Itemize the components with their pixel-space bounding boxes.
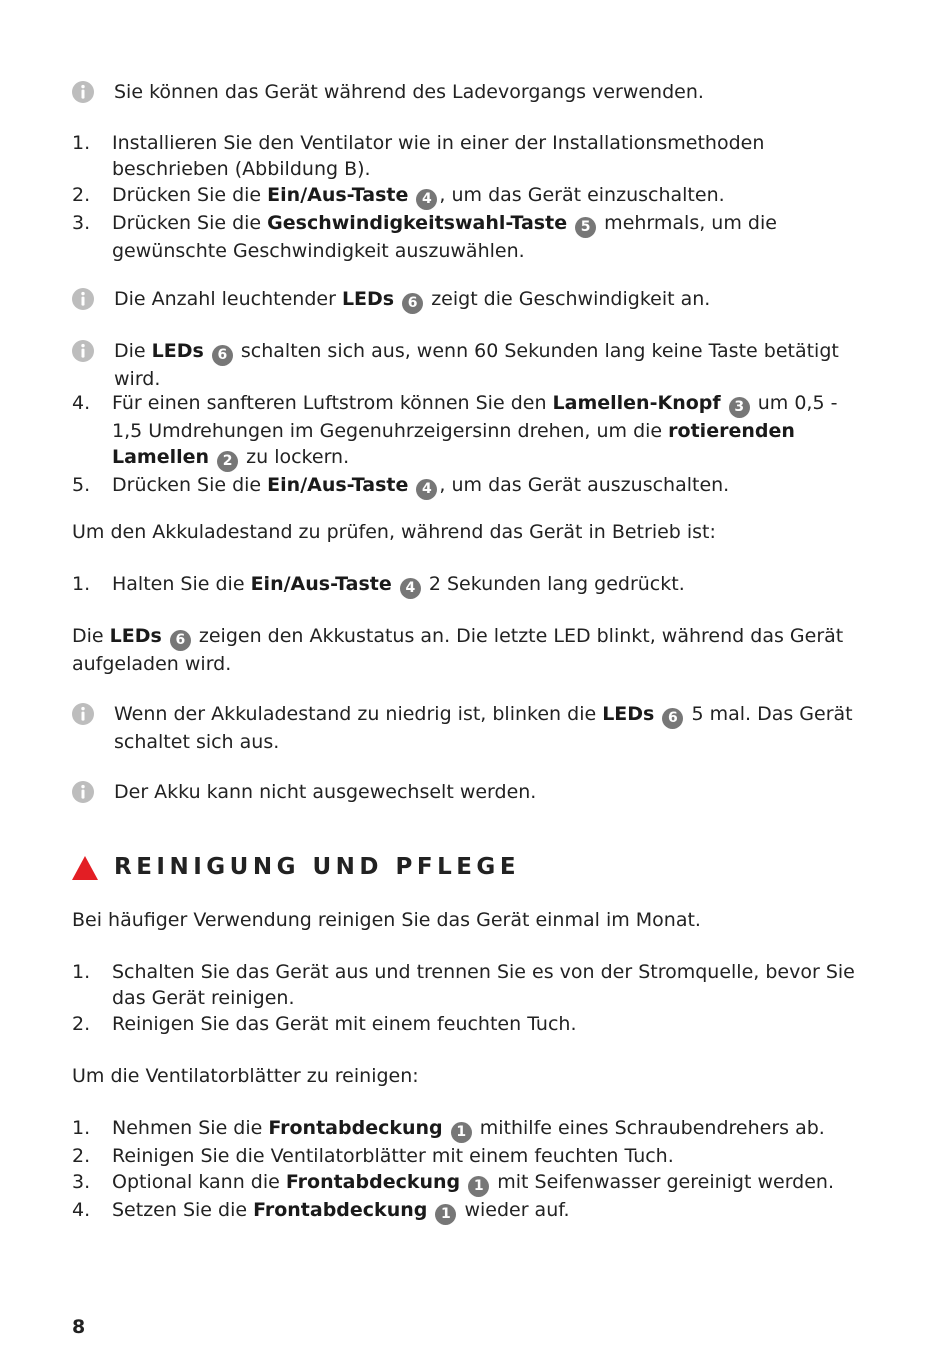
leds-label: LEDs <box>151 340 204 362</box>
step-number: 3. <box>72 212 91 234</box>
leds-label: LEDs <box>341 288 395 310</box>
callout-badge: 6 <box>402 293 423 314</box>
front-cover-label: Frontabdeckung <box>285 1171 461 1193</box>
info-icon <box>72 703 94 725</box>
callout-badge: 5 <box>575 217 596 238</box>
list-item <box>72 210 872 264</box>
list-item <box>72 390 872 472</box>
step-number: 1. <box>72 961 91 983</box>
text-run: schalten sich aus, wenn 60 Sekunden lang keine Taste betätigt wird. <box>114 340 839 390</box>
clean-intro: Bei häufiger Verwendung reinigen Sie das Gerät einmal im Monat. <box>72 909 701 931</box>
power-button-label: Ein/Aus-Taste <box>267 474 409 496</box>
note-text: Sie können das Gerät während des Ladevorgangs verwenden. <box>114 81 704 103</box>
list-item <box>72 130 872 182</box>
step-text: Setzen Sie die <box>112 1199 254 1221</box>
front-cover-label: Frontabdeckung <box>268 1117 443 1139</box>
callout-badge: 6 <box>170 630 191 651</box>
step-number: 1. <box>72 573 91 595</box>
callout-badge: 4 <box>400 578 421 599</box>
rotating-louvers-label: rotierenden Lamellen <box>112 420 795 468</box>
note-text <box>114 701 874 755</box>
steps-list-1 <box>72 130 872 264</box>
list-item <box>72 1143 872 1169</box>
step-text: Reinigen Sie das Gerät mit einem feuchten Tuch. <box>112 1013 577 1035</box>
leds-label: LEDs <box>109 625 162 647</box>
callout-badge: 1 <box>468 1176 489 1197</box>
step-text: mehrmals, um die gewünschte Geschwindigkeit auszuwählen. <box>112 212 777 262</box>
list-item <box>72 1011 872 1037</box>
battery-status <box>72 623 872 677</box>
step-text: Drücken Sie die <box>112 474 268 496</box>
list-item <box>72 959 872 1011</box>
step-text: Reinigen Sie die Ventilatorblätter mit einem feuchten Tuch. <box>112 1145 674 1167</box>
callout-badge: 4 <box>416 479 437 500</box>
text-run: Die <box>72 625 110 647</box>
step-number: 2. <box>72 1145 91 1167</box>
list-item <box>72 1169 872 1197</box>
text-run: zeigen den Akkustatus an. Die letzte LED blinkt, während das Gerät aufgeladen wird. <box>72 625 844 675</box>
battery-intro: Um den Akkuladestand zu prüfen, während das Gerät in Betrieb ist: <box>72 521 716 543</box>
louver-knob-label: Lamellen-Knopf <box>552 392 721 414</box>
step-text: Für einen sanfteren Luftstrom können Sie den <box>112 392 553 414</box>
text-run: Die <box>114 340 152 362</box>
list-item <box>72 1115 872 1143</box>
step-text: Schalten Sie das Gerät aus und trennen Sie es von der Stromquelle, bevor Sie das Gerät reinigen. <box>112 961 855 1009</box>
info-icon <box>72 81 94 103</box>
step-text: mithilfe eines Schraubendrehers ab. <box>473 1117 825 1139</box>
front-cover-label: Frontabdeckung <box>253 1199 428 1221</box>
step-number: 5. <box>72 474 91 496</box>
step-text: , um das Gerät auszuschalten. <box>439 474 730 496</box>
blades-intro: Um die Ventilatorblätter zu reinigen: <box>72 1065 419 1087</box>
callout-badge: 6 <box>662 708 683 729</box>
power-button-label: Ein/Aus-Taste <box>250 573 392 595</box>
battery-steps <box>72 571 872 599</box>
page-number: 8 <box>72 1316 86 1338</box>
section-title: REINIGUNG UND PFLEGE <box>114 854 521 880</box>
note-text: Der Akku kann nicht ausgewechselt werden. <box>114 781 537 803</box>
steps-list-2 <box>72 390 872 500</box>
callout-badge: 2 <box>217 451 238 472</box>
step-number: 4. <box>72 1199 91 1221</box>
blade-steps <box>72 1115 872 1225</box>
info-icon <box>72 288 94 310</box>
step-text: mit Seifenwasser gereinigt werden. <box>491 1171 835 1193</box>
text-run: zeigt die Geschwindigkeit an. <box>425 288 711 310</box>
step-number: 2. <box>72 184 91 206</box>
step-text: Halten Sie die <box>112 573 251 595</box>
step-text: , um das Gerät einzuschalten. <box>439 184 725 206</box>
speed-button-label: Geschwindigkeitswahl-Taste <box>267 212 568 234</box>
step-number: 4. <box>72 392 91 414</box>
step-number: 1. <box>72 132 91 154</box>
callout-badge: 4 <box>416 189 437 210</box>
info-icon <box>72 340 94 362</box>
power-button-label: Ein/Aus-Taste <box>267 184 409 206</box>
step-text: Drücken Sie die <box>112 212 268 234</box>
clean-steps <box>72 959 872 1037</box>
step-number: 2. <box>72 1013 91 1035</box>
step-text: zu lockern. <box>240 446 350 468</box>
callout-badge: 3 <box>729 397 750 418</box>
leds-label: LEDs <box>602 703 655 725</box>
info-icon <box>72 781 94 803</box>
note-text <box>114 338 874 392</box>
step-text: Installieren Sie den Ventilator wie in einer der Installationsmethoden beschrieben (Abbildung B). <box>112 132 765 180</box>
step-number: 1. <box>72 1117 91 1139</box>
step-text: Nehmen Sie die <box>112 1117 269 1139</box>
step-number: 3. <box>72 1171 91 1193</box>
callout-badge: 1 <box>451 1122 472 1143</box>
text-run: 5 mal. Das Gerät schaltet sich aus. <box>114 703 853 753</box>
step-text: 2 Sekunden lang gedrückt. <box>422 573 685 595</box>
text-run: Wenn der Akkuladestand zu niedrig ist, blinken die <box>114 703 603 725</box>
text-run: Die Anzahl leuchtender <box>114 288 342 310</box>
step-text: Optional kann die <box>112 1171 286 1193</box>
list-item <box>72 1197 872 1225</box>
list-item <box>72 472 872 500</box>
list-item <box>72 182 872 210</box>
list-item <box>72 571 872 599</box>
callout-badge: 1 <box>435 1204 456 1225</box>
note-text <box>114 286 874 314</box>
warning-triangle-icon <box>72 856 98 880</box>
step-text: um 0,5 - 1,5 Umdrehungen im Gegenuhrzeigersinn drehen, um die <box>112 392 838 442</box>
callout-badge: 6 <box>212 345 233 366</box>
step-text: Drücken Sie die <box>112 184 268 206</box>
step-text: wieder auf. <box>458 1199 570 1221</box>
